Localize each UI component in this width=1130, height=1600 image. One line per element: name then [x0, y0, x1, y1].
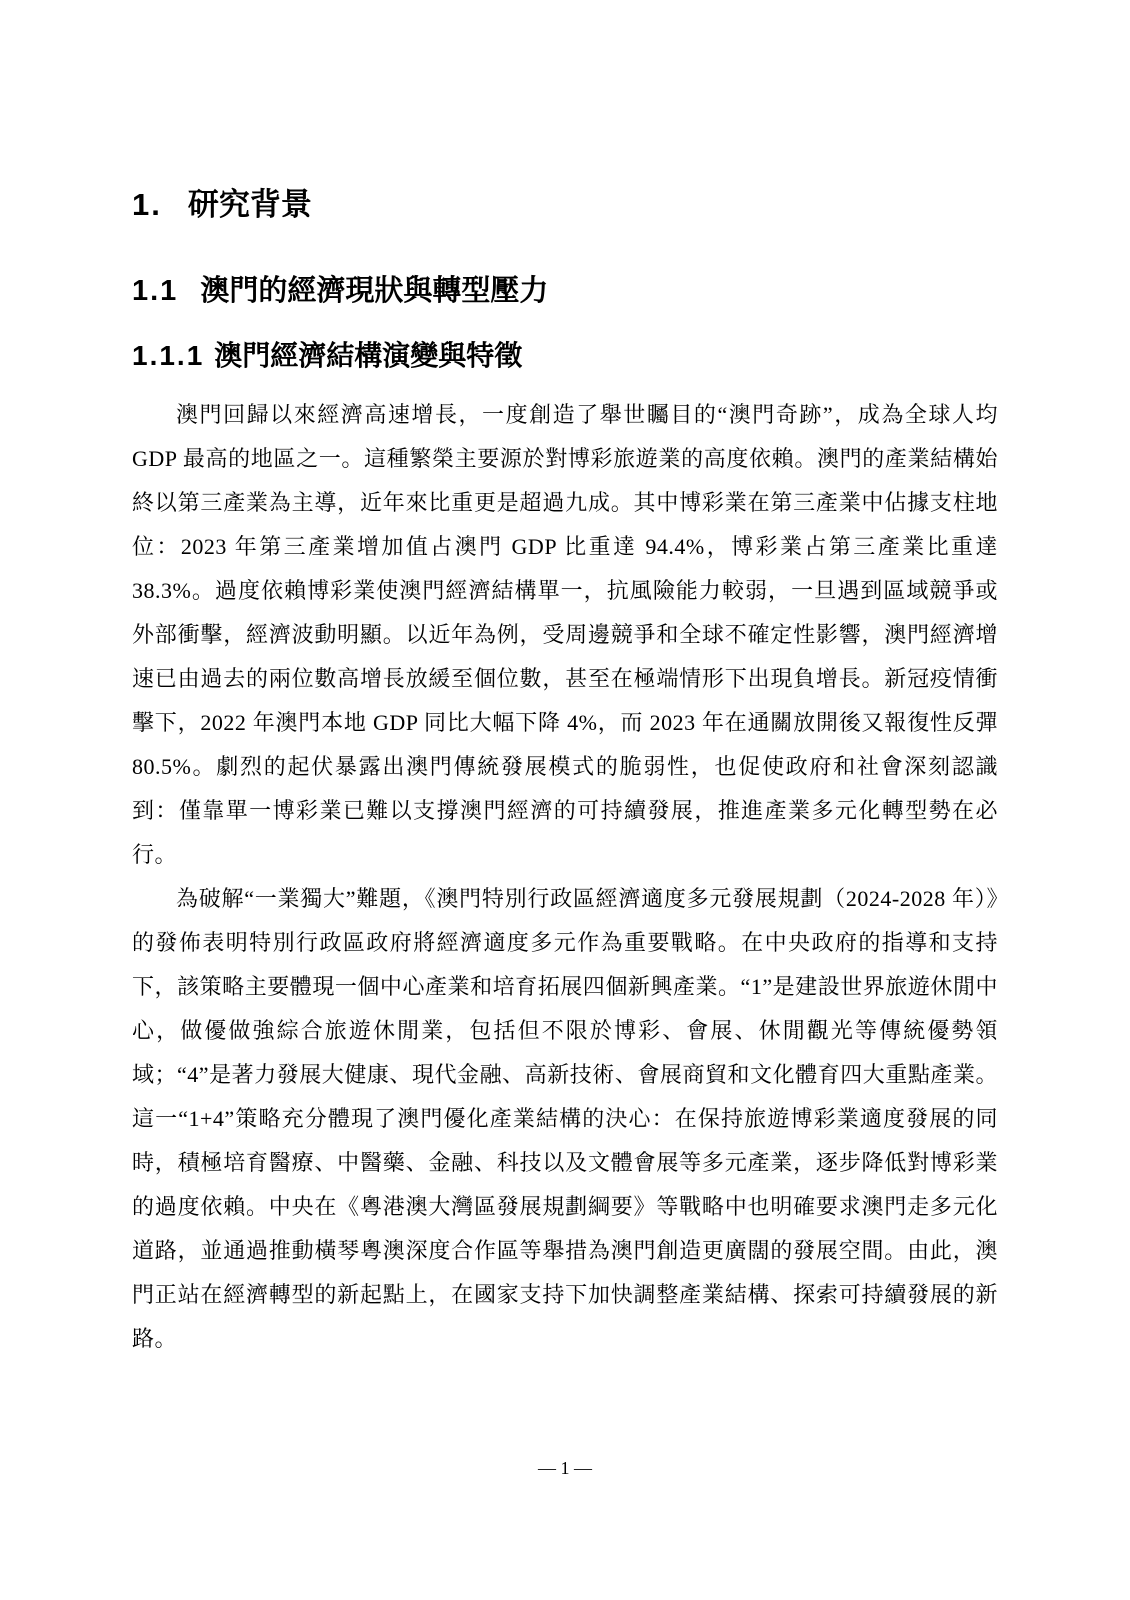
section-heading-level-2	[132, 273, 998, 309]
heading-text: 澳門經濟結構演變與特徵	[214, 341, 523, 372]
heading-number: 1.1	[132, 274, 179, 307]
section-heading-level-1	[132, 186, 998, 225]
heading-text: 研究背景	[187, 187, 312, 222]
heading-text: 澳門的經濟現狀與轉型壓力	[200, 274, 549, 307]
body-paragraph-1: 澳門回歸以來經濟高速增長，一度創造了舉世矚目的“澳門奇跡”，成為全球人均 GDP 最高的地區之一。這種繁榮主要源於對博彩旅遊業的高度依賴。澳門的產業結構始終以第三產業為主導，近年來比重更是超過九成。其中博彩業在第三產業中佔據支柱地位：2023 年第三產業增加值占澳門 GDP 比重達 94.4%，博彩業占第三產業比重達 38.3%。過度依賴博彩業使澳門經濟結構單一，抗風險能力較弱，一旦遇到區域競爭或外部衝擊，經濟波動明顯。以近年為例，受周邊競爭和全球不確定性影響，澳門經濟增速已由過去的兩位數高增長放緩至個位數，甚至在極端情形下出現負增長。新冠疫情衝擊下，2022 年澳門本地 GDP 同比大幅下降 4%，而 2023 年在通關放開後又報復性反彈 80.5%。劇烈的起伏暴露出澳門傳統發展模式的脆弱性，也促使政府和社會深刻認識到：僅靠單一博彩業已難以支撐澳門經濟的可持續發展，推進產業多元化轉型勢在必行。	[132, 402, 998, 867]
body-paragraph-2: 為破解“一業獨大”難題，《澳門特別行政區經濟適度多元發展規劃（2024-2028 年）》的發佈表明特別行政區政府將經濟適度多元作為重要戰略。在中央政府的指導和支持下，該策略主要體現一個中心產業和培育拓展四個新興產業。“1”是建設世界旅遊休閒中心，做優做強綜合旅遊休閒業，包括但不限於博彩、會展、休閒觀光等傳統優勢領域；“4”是著力發展大健康、現代金融、高新技術、會展商貿和文化體育四大重點產業。這一“1+4”策略充分體現了澳門優化產業結構的決心：在保持旅遊博彩業適度發展的同時，積極培育醫療、中醫藥、金融、科技以及文體會展等多元產業，逐步降低對博彩業的過度依賴。中央在《粵港澳大灣區發展規劃綱要》等戰略中也明確要求澳門走多元化道路，並通過推動橫琴粵澳深度合作區等舉措為澳門創造更廣闊的發展空間。由此，澳門正站在經濟轉型的新起點上，在國家支持下加快調整產業結構、探索可持續發展的新路。	[132, 886, 998, 1351]
heading-number: 1.	[132, 187, 162, 222]
section-heading-level-3	[132, 338, 998, 374]
page-number: — 1 —	[538, 1458, 592, 1478]
heading-number: 1.1.1	[132, 340, 205, 371]
